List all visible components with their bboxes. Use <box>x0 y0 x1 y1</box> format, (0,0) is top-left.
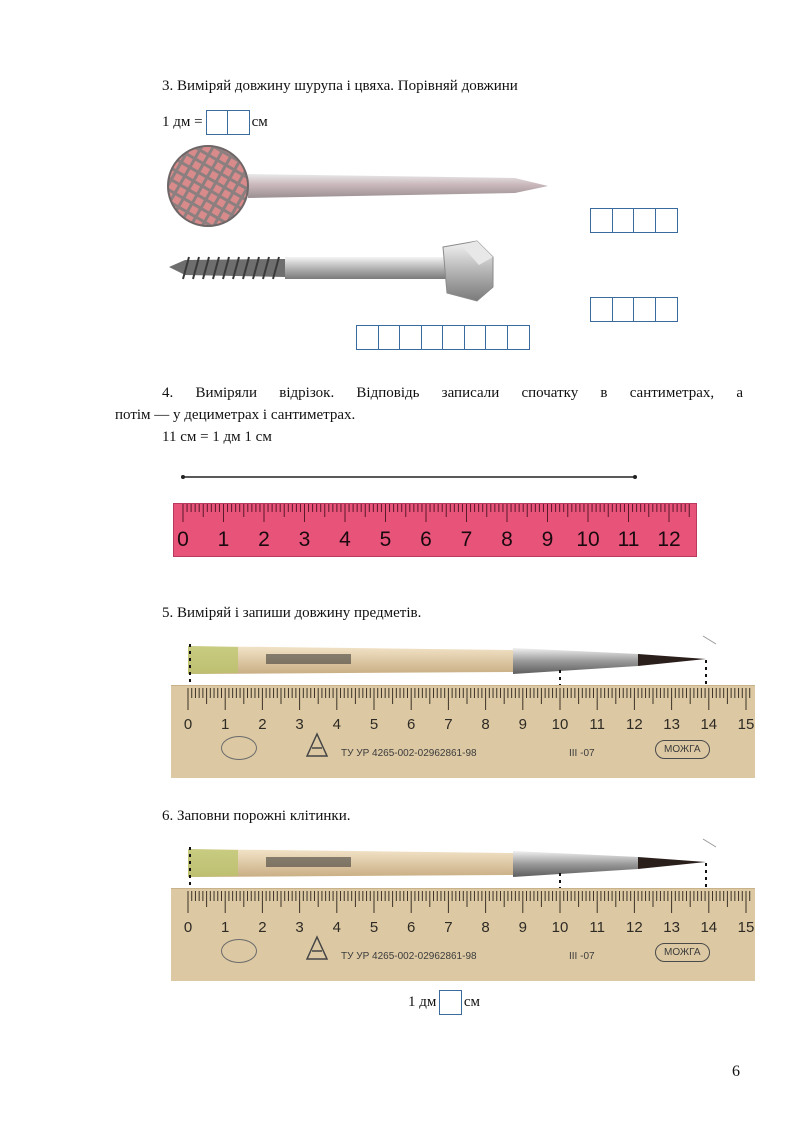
ruler-number: 5 <box>369 716 379 733</box>
page-number: 6 <box>732 1063 740 1080</box>
answer-cell[interactable] <box>206 110 229 135</box>
task5-title: 5. Виміряй і запиши довжину предметів. <box>162 605 422 621</box>
brush-ruler-figure-1 <box>168 630 758 780</box>
task6-answer-unit: см <box>463 994 481 1010</box>
task4-example: 11 см = 1 дм 1 см <box>162 429 272 445</box>
ruler-number: 14 <box>700 716 718 733</box>
nail-length-cells <box>590 208 676 233</box>
ruler-number: 0 <box>177 528 189 551</box>
ruler-number: 15 <box>737 716 755 733</box>
task6-answer <box>408 990 480 1015</box>
answer-cell[interactable] <box>399 325 422 350</box>
ruler-number: 4 <box>339 528 351 551</box>
answer-cell[interactable] <box>590 208 613 233</box>
ruler-number: 1 <box>217 528 230 551</box>
ruler-number: 9 <box>541 528 554 551</box>
ruler-number: 3 <box>298 528 311 551</box>
task3-equation <box>162 110 268 135</box>
brush-handle-paint <box>188 646 238 674</box>
brush-tip-mark <box>703 839 716 847</box>
answer-cell[interactable] <box>507 325 530 350</box>
wood-ruler-stamp-icon <box>303 933 331 963</box>
ruler-number: 2 <box>258 919 267 936</box>
ruler-number: 10 <box>551 919 569 936</box>
task4-line2: потім — у дециметрах і сантиметрах. <box>115 407 356 423</box>
brush-tip-mark <box>703 636 716 644</box>
ruler-number: 5 <box>369 919 379 936</box>
ruler-number: 8 <box>481 716 490 733</box>
answer-cell[interactable] <box>439 990 462 1015</box>
answer-cell[interactable] <box>633 297 656 322</box>
ruler-number: 10 <box>551 716 569 733</box>
ruler-number: 12 <box>657 528 681 551</box>
wood-ruler-code: ТУ УР 4265-002-02962861-98 <box>341 951 477 962</box>
answer-cell[interactable] <box>464 325 487 350</box>
brush-barcode <box>266 654 351 664</box>
measured-segment <box>180 470 640 484</box>
ruler-number: 0 <box>183 919 193 936</box>
answer-cell[interactable] <box>378 325 401 350</box>
wood-ruler-mark: III -07 <box>569 748 595 759</box>
ruler-number: 3 <box>295 919 304 936</box>
wood-ruler-brand: МОЖГА <box>655 943 710 962</box>
brush-ferrule <box>513 648 638 674</box>
wood-ruler-code: ТУ УР 4265-002-02962861-98 <box>341 748 477 759</box>
wood-ruler-logo-icon <box>221 736 257 760</box>
ruler-number: 7 <box>444 919 453 936</box>
ruler-number: 11 <box>589 716 605 733</box>
ruler-number: 6 <box>407 919 416 936</box>
ruler-number: 13 <box>663 919 680 936</box>
ruler-number: 8 <box>481 919 490 936</box>
wood-ruler-brand: МОЖГА <box>655 740 710 759</box>
task3-eq-left: 1 дм = <box>162 114 203 130</box>
ruler-number: 4 <box>332 716 341 733</box>
ruler-number: 1 <box>221 716 230 733</box>
ruler-number: 0 <box>183 716 193 733</box>
wood-ruler-ticks <box>171 686 755 716</box>
screw-image <box>165 235 500 307</box>
ruler-number: 6 <box>420 528 432 551</box>
brush-ferrule <box>513 851 638 877</box>
wood-ruler-ticks <box>171 889 755 919</box>
ruler-number: 11 <box>617 528 640 551</box>
ruler-number: 2 <box>258 716 267 733</box>
ruler-number: 3 <box>295 716 304 733</box>
ruler-number: 5 <box>379 528 392 551</box>
answer-cell[interactable] <box>655 297 678 322</box>
ruler-number: 2 <box>258 528 270 551</box>
brush-barcode <box>266 857 351 867</box>
wood-ruler <box>171 685 755 778</box>
task6-answer-left: 1 дм <box>408 994 437 1010</box>
brush-handle-paint <box>188 849 238 877</box>
wood-ruler <box>171 888 755 981</box>
task4-text <box>115 382 743 448</box>
answer-cell[interactable] <box>590 297 613 322</box>
answer-cell[interactable] <box>227 110 250 135</box>
ruler-number: 12 <box>626 716 643 733</box>
answer-cell[interactable] <box>485 325 508 350</box>
brush-ruler-figure-2 <box>168 833 758 983</box>
ruler-number: 6 <box>407 716 416 733</box>
pink-ruler <box>173 503 697 557</box>
answer-cell[interactable] <box>612 297 635 322</box>
answer-cell[interactable] <box>633 208 656 233</box>
wood-ruler-logo-icon <box>221 939 257 963</box>
ruler-number: 1 <box>221 919 230 936</box>
ruler-number: 9 <box>518 716 527 733</box>
task3-eq-cells <box>206 110 249 135</box>
brush-bristles <box>638 654 706 666</box>
wood-ruler-mark: III -07 <box>569 951 595 962</box>
ruler-number: 12 <box>626 919 643 936</box>
answer-cell[interactable] <box>655 208 678 233</box>
answer-cell[interactable] <box>421 325 444 350</box>
nail-image <box>160 138 555 233</box>
ruler-number: 9 <box>518 919 527 936</box>
answer-cell[interactable] <box>442 325 465 350</box>
ruler-number: 13 <box>663 716 680 733</box>
ruler-number: 11 <box>589 919 605 936</box>
task3-eq-unit: см <box>251 114 268 130</box>
ruler-number: 14 <box>700 919 718 936</box>
ruler-number: 15 <box>737 919 755 936</box>
task6-title: 6. Заповни порожні клітинки. <box>162 808 351 824</box>
ruler-number: 8 <box>501 528 513 551</box>
task4-line1: 4. Виміряли відрізок. Відповідь записали спочатку в сантиметрах, а <box>162 385 743 401</box>
ruler-number: 7 <box>444 716 453 733</box>
wood-ruler-stamp-icon <box>303 730 331 760</box>
ruler-number: 4 <box>332 919 341 936</box>
pink-ruler-ticks <box>174 504 696 528</box>
brush-bristles <box>638 857 706 869</box>
comparison-cells <box>356 325 528 350</box>
answer-cell[interactable] <box>356 325 379 350</box>
task3-title: 3. Виміряй довжину шурупа і цвяха. Порівняй довжини <box>162 78 518 94</box>
ruler-number: 7 <box>460 528 473 551</box>
screw-length-cells <box>590 297 676 322</box>
answer-cell[interactable] <box>612 208 635 233</box>
ruler-number: 10 <box>576 528 600 551</box>
